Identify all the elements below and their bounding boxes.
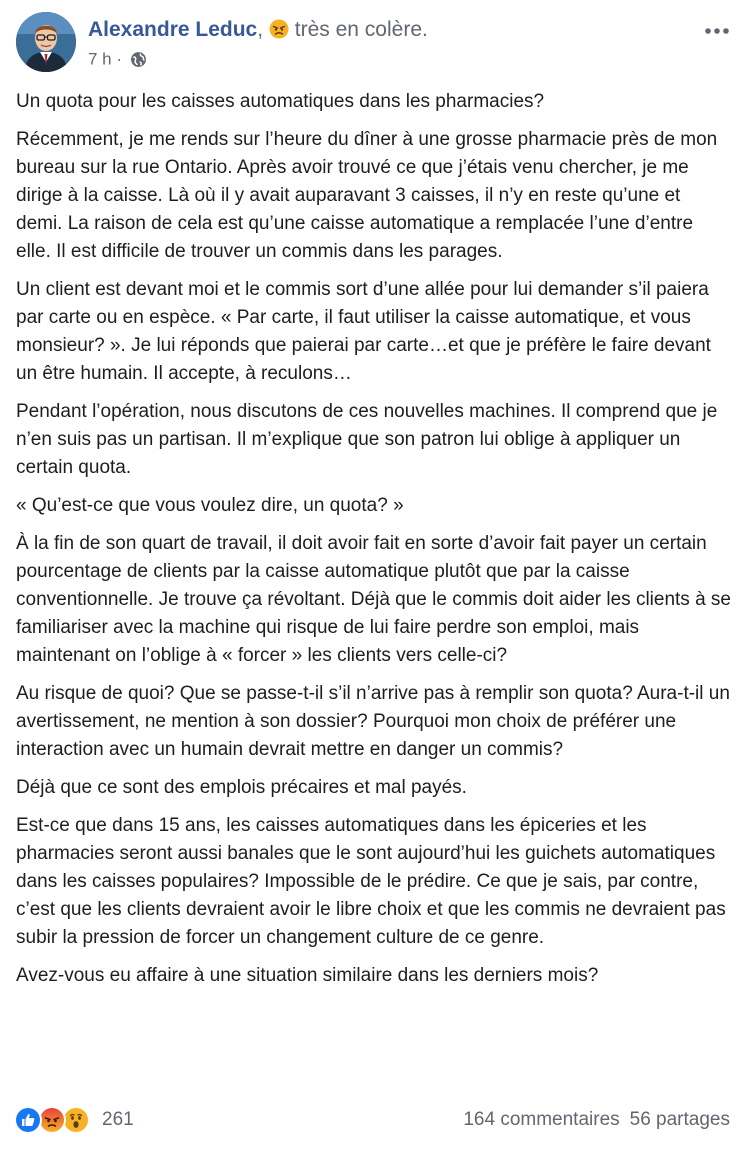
- shares-count-link[interactable]: 56 partages: [629, 1109, 730, 1130]
- post-paragraph: Un client est devant moi et le commis sort d’une allée pour lui demander s’il paiera par carte ou en espèce. « Par carte, il faut utiliser la caisse automatique, et vous monsieur? ». Je lui réponds que paierai par carte…et que je préfère le faire devant un être humain. Il accepte, à reculons…: [16, 279, 711, 384]
- post-timestamp[interactable]: 7 h: [88, 49, 112, 69]
- post-header: [16, 12, 738, 76]
- post-paragraph: Est-ce que dans 15 ans, les caisses automatiques dans les épiceries et les pharmacies seront aussi banales que le sont aujourd’hui les guichets automatiques dans les caisses populaires? Impossible de le prédire. Ce que je sais, par contre, c’est que les clients devraient avoir le libre choix et que les commis ne devraient pas subir la pression de forcer un changement culture de ce genre.: [16, 815, 726, 948]
- feeling-separator: ,: [257, 18, 264, 41]
- wow-icon: [64, 1108, 88, 1132]
- post-paragraph: Avez-vous eu affaire à une situation similaire dans les derniers mois?: [16, 965, 599, 986]
- post-footer: [14, 1104, 730, 1138]
- post-paragraph: Pendant l’opération, nous discutons de ces nouvelles machines. Il comprend que je n’en suis pas un partisan. Il m’explique que son patron lui oblige à appliquer un certain quota.: [16, 401, 718, 478]
- post-paragraph: Récemment, je me rends sur l’heure du dîner à une grosse pharmacie près de mon bureau sur la rue Ontario. Après avoir trouvé ce que j’étais venu chercher, je me dirige à la caisse. Là où il y avait auparavant 3 caisses, il n’y en reste qu’une et demi. La raison de cela est qu’une caisse automatique a remplacée l’une d’entre elle. Il est difficile de trouver un commis dans les parages.: [16, 129, 718, 262]
- post-meta: [88, 49, 147, 70]
- like-icon: [16, 1108, 40, 1132]
- angry-face-icon: [269, 19, 289, 39]
- angry-icon: [40, 1108, 64, 1132]
- post-options-button[interactable]: [702, 22, 732, 40]
- post-title-line: [88, 18, 428, 42]
- post-body: [16, 88, 732, 1000]
- post-paragraph: Au risque de quoi? Que se passe-t-il s’il n’arrive pas à remplir son quota? Aura-t-il un avertissement, ne mention à son dossier? Pourquoi mon choix de préférer une interaction avec un humain devrait mettre en danger un commis?: [16, 683, 730, 760]
- post-paragraph: À la fin de son quart de travail, il doit avoir fait en sorte d’avoir fait payer un certain pourcentage de clients par la caisse automatique plutôt que par la caisse conventionnelle. Je trouve ça révoltant. Déjà que le commis doit aider les clients à se familiariser avec la machine qui risque de lui faire perdre son emploi, mais maintenant on l’oblige à « forcer » les clients vers celle-ci?: [16, 533, 731, 666]
- globe-icon[interactable]: [130, 51, 147, 68]
- post-paragraph: « Qu’est-ce que vous voulez dire, un quota? »: [16, 495, 404, 516]
- comments-count-link[interactable]: 164 commentaires: [463, 1109, 620, 1130]
- reaction-count[interactable]: 261: [102, 1109, 134, 1130]
- wow-reaction: [62, 1106, 90, 1134]
- angry-reaction: [38, 1106, 66, 1134]
- author-avatar[interactable]: [16, 12, 76, 72]
- feeling-text: très en colère.: [294, 18, 428, 41]
- post-stats: [463, 1109, 730, 1131]
- meta-dot: ·: [116, 49, 123, 69]
- author-name[interactable]: Alexandre Leduc: [88, 18, 258, 41]
- post-paragraph: Déjà que ce sont des emplois précaires et mal payés.: [16, 777, 467, 798]
- more-dots-icon: [702, 22, 732, 40]
- avatar-image: [16, 12, 76, 72]
- like-reaction: [14, 1106, 42, 1134]
- post-paragraph: Un quota pour les caisses automatiques dans les pharmacies?: [16, 91, 545, 112]
